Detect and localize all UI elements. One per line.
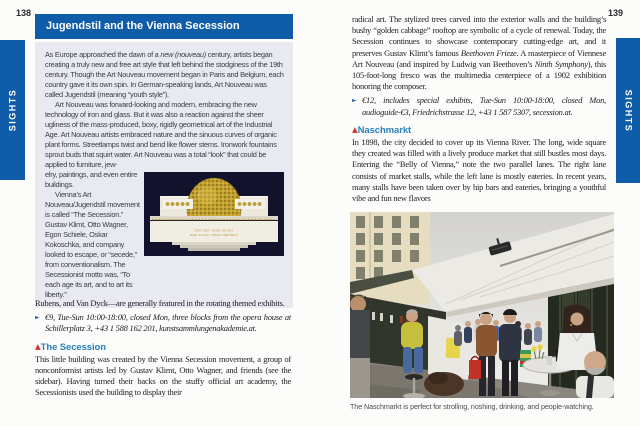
left-page-text-column [35,298,291,399]
naschmarkt-street-scene [350,212,614,398]
right-p1-run3: ), this 105-foot-long fresco was the multimedia centerpiece of a 1902 exhibition honoring the composer. [352,58,606,92]
sidebar-paragraph-1 [45,50,284,100]
sidebar-title: Jugendstil and the Vienna Secession [35,14,293,39]
sidebar-p1-run2: century, artists began creating a truly new and free art style that left behind the stodginess of the 19th century. Though the Art Nouveau movement began in Paris and Belgium, each country gave it its own spin. In German-speaking lands, Art Nouveau was called Jugendstil (meaning “youth style”). [45,50,284,99]
secession-paragraph: This little building was created by the Vienna Secession movement, a group of nonconformist artists led by Gustav Klimt, Otto Wagner, and friends (see the sidebar). Having turned their backs on the stuffy official art academy, the Secessionists used the building to display their [35,353,291,398]
right-p1-italic1: Beethoven Frieze. [460,47,519,58]
left-info-bullet-text: €9, Tue-Sun 10:00-18:00, closed Mon, three blocks from the opera house at Schillerplatz 3, +43 1 588 162 201, kunstsammlungenakademie.at. [45,312,291,334]
page-number-right: 139 [608,8,624,18]
section-heading-naschmarkt-label: Naschmarkt [357,124,412,136]
right-continuation-paragraph [352,14,606,92]
sidebar-paragraph-2a: Art Nouveau was forward-looking and modern, embracing the new technology of iron and glass. But it was also a reaction against the sheer ugliness of the mass-produced, boxy, rigidly geometrical art of the Industrial Age. Art Nouveau artists embraced nature and the sinuous curves of organic plant forms. Streetlamps twist and bend like flower stems. Ironwork fountains sprout buds that squirt water. Art Nouveau was a total “look” that could be applied to furniture, jew- [45,100,277,169]
naschmarkt-photo-caption: The Naschmarkt is perfect for strolling, noshing, drinking, and people-watching. [350,402,594,411]
bullet-triangle-icon: ► [35,314,40,322]
heading-triangle-icon: ▲ [35,341,41,351]
secession-building-illustration [144,172,284,256]
sidebar-paragraph-2b: elry, paintings, and even entire buildings. [45,170,138,189]
sights-tab-left [0,40,25,180]
sidebar-columns [45,170,284,300]
right-p1-run1: radical art. The stylized trees carved into the exterior walls and the building’s bushy “golden cabbage” rooftop are symbolic of a cycle of renewal. Today, the Secession continues to showcase contemporary cutting-edge art, and it preserves Gustav Klimt’s famous [352,14,606,58]
heading-triangle-icon: ▲ [352,124,358,134]
sidebar-body [35,42,293,308]
secession-building-photo [144,172,284,256]
sidebar-p1-run1: As Europe approached the dawn of a [45,50,161,59]
right-info-bullet [352,95,606,117]
right-p1-italic2: Ninth Symphony [534,58,588,69]
building-motto-line1: DER ZEIT IHRE KUNST [194,228,234,233]
naschmarkt-paragraph: In 1898, the city decided to cover up its Vienna River. The long, wide square they created was filled with a lively produce market that still bustles most days. Entering the “Belly of Vienna,” note the two parallel lanes. The right lane consists of market stalls, while the left lane is mostly eateries. In recent years, many stalls have been taken over by hip bars and eateries, bringing a youthful vibe and fun new flavors [352,137,606,204]
building-motto-line2: DER KUNST IHRE FREIHEIT [190,233,238,237]
sights-tab-left-label: SIGHTS [7,88,18,132]
right-info-bullet-text: €12, includes special exhibits, Tue-Sun 10:00-18:00, closed Mon, audioguide-€3, Friedrichstrasse 12, +43 1 587 5307, secession.at. [362,95,606,117]
sights-tab-right [616,38,640,183]
sidebar-narrow-column [45,170,141,300]
left-continuation-paragraph: Rubens, and Van Dyck—are generally featured in the rotating themed exhibits. [35,298,285,308]
left-info-bullet [35,312,291,334]
sidebar-paragraph-3: Vienna’s Art Nouveau/Jugendstil movement is called “The Secession.” Gustav Klimt, Otto Wagner, Egon Schiele, Oskar Kokoschka, and company looked to escape, or “secede,” from conventionalism. The Secessionist motto was, “To each age its art, and to art its liberty.” [45,190,140,299]
section-heading-secession-label: The Secession [40,341,106,353]
sights-tab-right-label: SIGHTS [623,89,634,132]
sidebar-p1-italic: new (nouveau) [160,50,206,59]
right-p1-run2: A masterpiece of Viennese Art Nouveau (and inspired by Ludwig van Beethoven’s [352,47,607,69]
page-number-left: 138 [16,8,32,18]
right-page-text-column [352,14,606,204]
naschmarkt-photo [350,212,614,398]
section-heading-secession [35,341,291,353]
section-heading-naschmarkt [352,124,606,136]
sidebar-box [35,14,293,308]
bullet-triangle-icon: ► [352,97,357,105]
